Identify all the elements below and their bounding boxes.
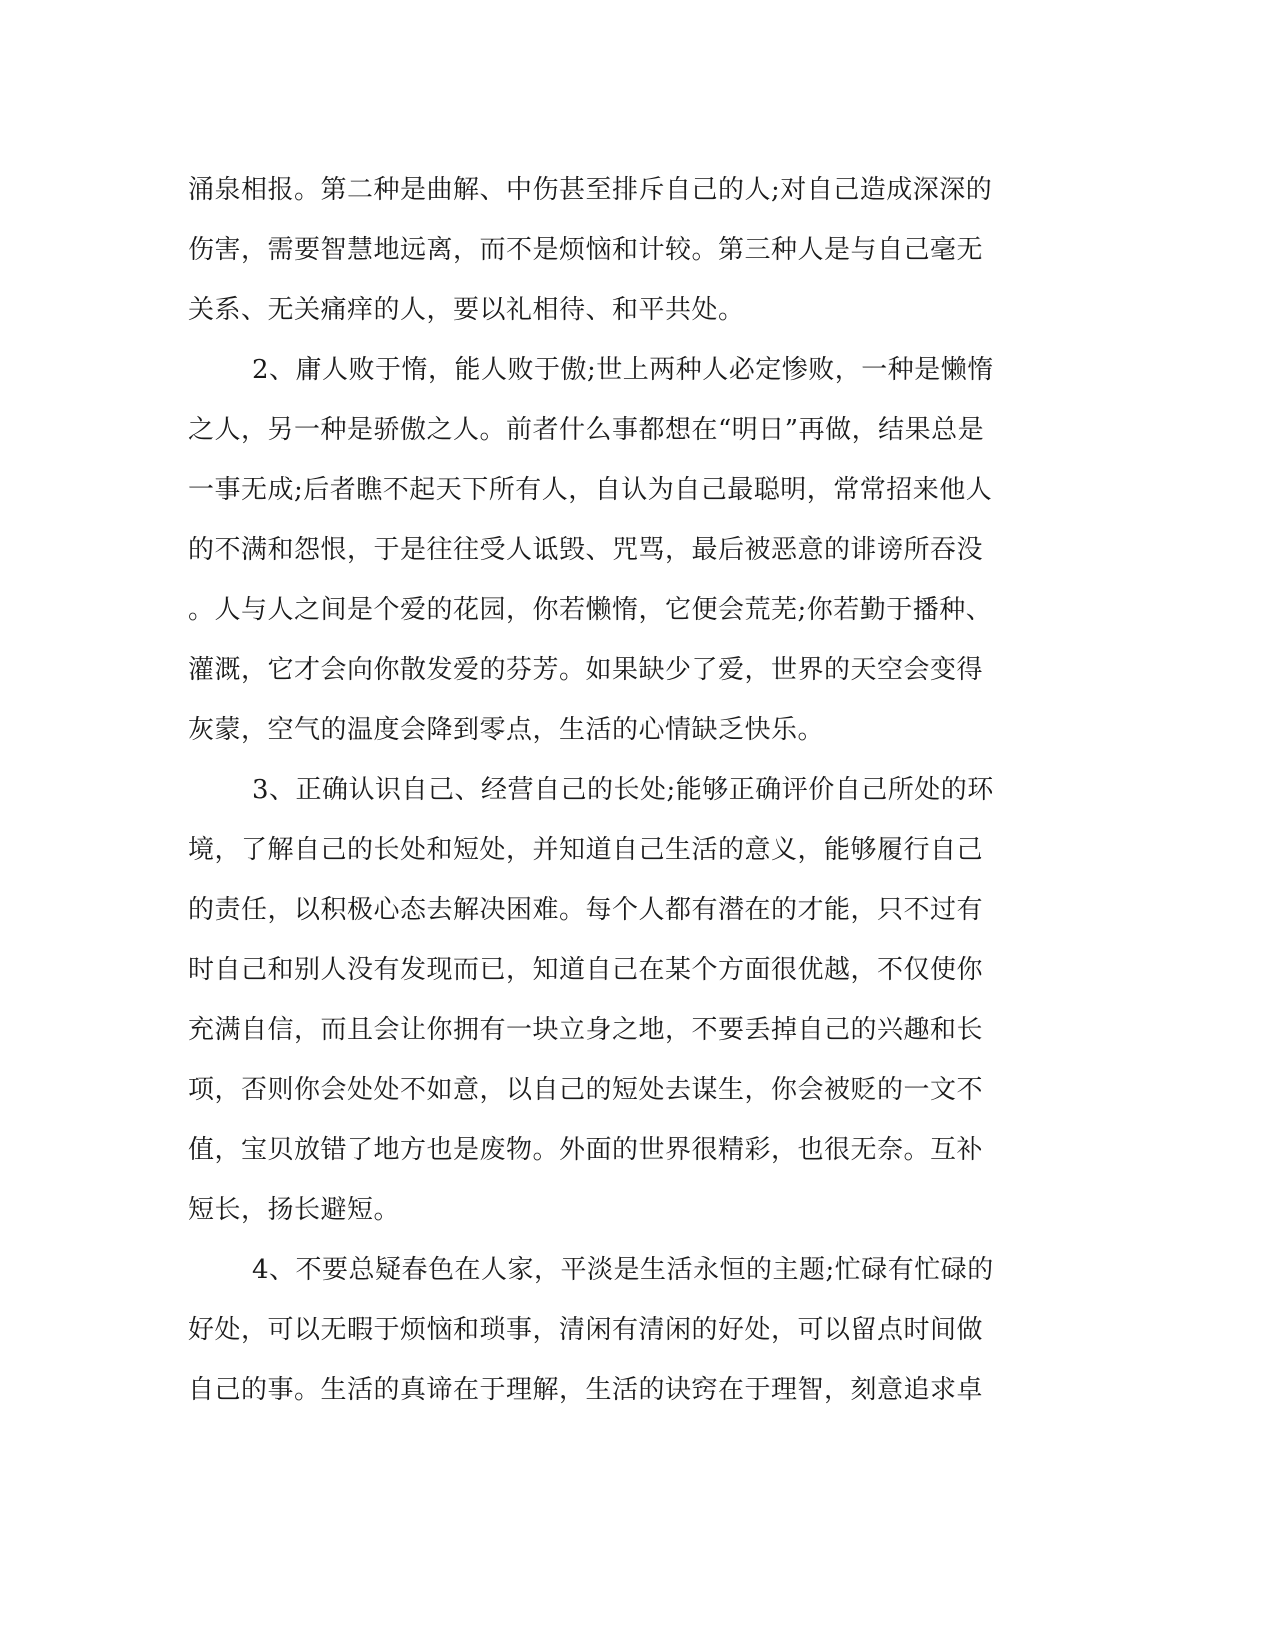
text-line: 的不满和怨恨，于是往往受人诋毁、咒骂，最后被恶意的诽谤所吞没 (188, 535, 984, 565)
text-line: 。人与人之间是个爱的花园，你若懒惰，它便会荒芜;你若勤于播种、 (188, 595, 993, 625)
text-line: 好处，可以无暇于烦恼和琐事，清闲有清闲的好处，可以留点时间做 (188, 1315, 984, 1345)
text-line: 短长，扬长避短。 (188, 1195, 401, 1225)
text-line: 关系、无关痛痒的人，要以礼相待、和平共处。 (188, 295, 745, 325)
text-line: 的责任，以积极心态去解决困难。每个人都有潜在的才能，只不过有 (188, 895, 984, 925)
text-line: 境，了解自己的长处和短处，并知道自己生活的意义，能够履行自己 (188, 835, 984, 865)
text-line: 伤害，需要智慧地远离，而不是烦恼和计较。第三种人是与自己毫无 (188, 235, 984, 265)
text-line: 2、庸人败于惰，能人败于傲;世上两种人必定惨败，一种是懒惰 (252, 355, 994, 385)
text-line: 4、不要总疑春色在人家，平淡是生活永恒的主题;忙碌有忙碌的 (252, 1255, 994, 1285)
text-line: 时自己和别人没有发现而已，知道自己在某个方面很优越，不仅使你 (188, 955, 984, 985)
text-line: 3、正确认识自己、经营自己的长处;能够正确评价自己所处的环 (252, 775, 994, 805)
text-line: 充满自信，而且会让你拥有一块立身之地，不要丢掉自己的兴趣和长 (188, 1015, 984, 1045)
text-line: 项，否则你会处处不如意，以自己的短处去谋生，你会被贬的一文不 (188, 1075, 984, 1105)
text-line: 灰蒙，空气的温度会降到零点，生活的心情缺乏快乐。 (188, 715, 825, 745)
text-line: 之人，另一种是骄傲之人。前者什么事都想在“明日”再做，结果总是 (188, 415, 985, 445)
text-line: 自己的事。生活的真谛在于理解，生活的诀窍在于理智，刻意追求卓 (188, 1375, 984, 1405)
text-line: 涌泉相报。第二种是曲解、中伤甚至排斥自己的人;对自己造成深深的 (188, 175, 993, 205)
text-line: 值，宝贝放错了地方也是废物。外面的世界很精彩，也很无奈。互补 (188, 1135, 984, 1165)
text-line: 灌溉，它才会向你散发爱的芬芳。如果缺少了爱，世界的天空会变得 (188, 655, 984, 685)
text-line: 一事无成;后者瞧不起天下所有人，自认为自己最聪明，常常招来他人 (188, 475, 993, 505)
document-body (188, 160, 1068, 1420)
